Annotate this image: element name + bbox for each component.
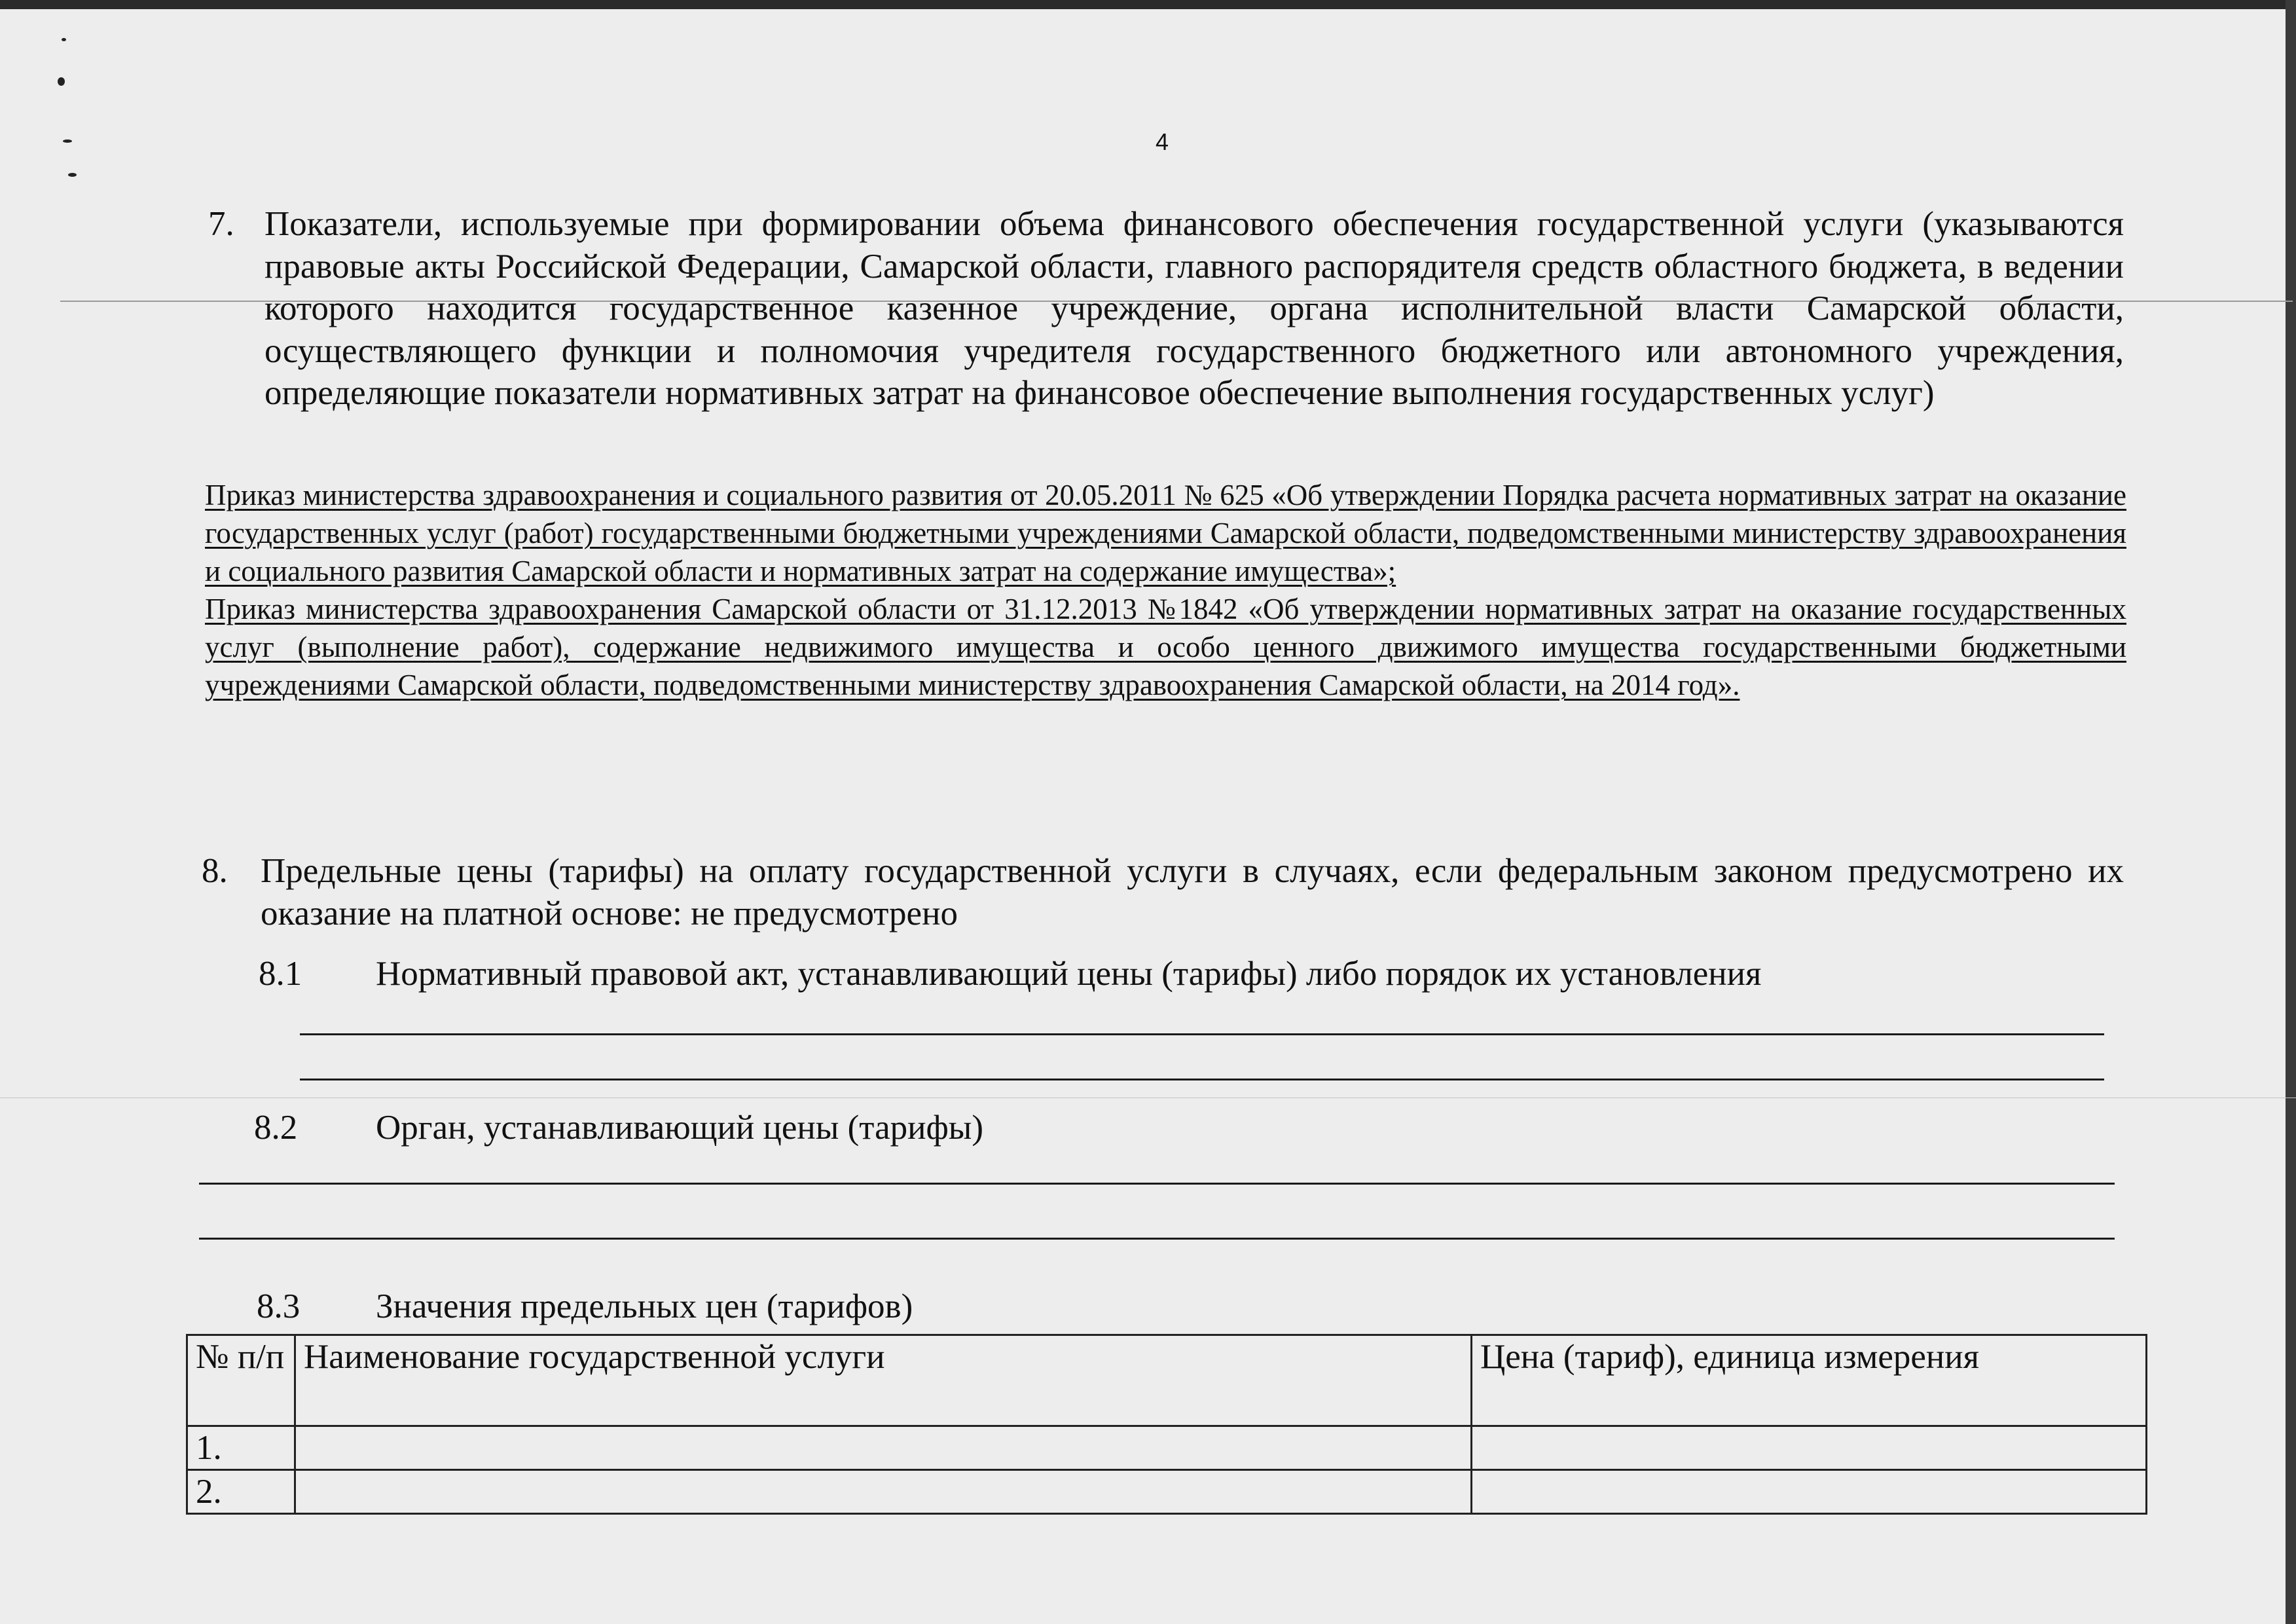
section-7-number: 7. [208,205,234,243]
row-service [295,1470,1472,1514]
subsection-8-3-text: Значения предельных цен (тарифов) [376,1287,913,1325]
table-header-row [187,1335,2147,1426]
row-number: 1. [187,1426,295,1470]
legal-act-item: Приказ министерства здравоохранения и социального развития от 20.05.2011 № 625 «Об утверждении Порядка расчета нормативных затрат на оказание государственных услуг (работ) государственными бюджетными учреждениями Самарской области, подведомственными министерству здравоохранения и социального развития Самарской области и нормативных затрат на содержание имущества»; [205,479,2126,587]
column-header-price: Цена (тариф), единица измерения [1472,1335,2147,1426]
subsection-8-2-number: 8.2 [254,1109,298,1147]
column-header-service: Наименование государственной услуги [295,1335,1472,1426]
section-7-text: Показатели, используемые при формировании объема финансового обеспечения государственной услуги (указываются правовые акты Российской Федерации, Самарской области, главного распорядителя средств областного бюджета, в ведении которого находится государственное казенное учреждение, органа исполнительной власти Самарской области, осуществляющего функции и полномочия учредителя государственного бюджетного или автономного учреждения, определяющие показатели нормативных затрат на финансовое обеспечение выполнения государственных услуг) [264,205,2124,412]
section-8-text: Предельные цены (тарифы) на оплату государственной услуги в случаях, если федеральным законом предусмотрено их оказание на платной основе: не предусмотрено [261,852,2124,932]
subsection-8-1-number: 8.1 [259,955,302,993]
table-row [187,1426,2147,1470]
legal-act-item: Приказ министерства здравоохранения Самарской области от 31.12.2013 №1842 «Об утверждении нормативных затрат на оказание государственных услуг (выполнение работ), содержание недвижимого имущества и особо ценного движимого имущества государственными бюджетными учреждениями Самарской области, подведомственными министерству здравоохранения Самарской области, на 2014 год». [205,593,2126,701]
column-header-number: № п/п [187,1335,295,1426]
blank-line [199,1183,2115,1185]
page-number: 4 [1155,128,1169,155]
subsection-8-2-text: Орган, устанавливающий цены (тарифы) [376,1109,984,1147]
scan-speck [63,139,72,143]
section-8-number: 8. [202,852,228,890]
row-number: 2. [187,1470,295,1514]
scan-speck [68,173,77,177]
scan-speck [58,77,65,86]
scan-border-top [0,0,2296,9]
scan-speck [62,38,66,41]
price-table [186,1334,2147,1515]
row-price [1472,1470,2147,1514]
blank-line [300,1033,2104,1035]
blank-line [199,1238,2115,1240]
table-row [187,1470,2147,1514]
row-service [295,1426,1472,1470]
row-price [1472,1426,2147,1470]
subsection-8-3-number: 8.3 [257,1287,301,1325]
blank-line [300,1079,2104,1080]
scan-border-right [2286,0,2296,1624]
section-7-legal-acts [205,476,2126,704]
subsection-8-1-text: Нормативный правовой акт, устанавливающий цены (тарифы) либо порядок их установления [376,955,1762,993]
